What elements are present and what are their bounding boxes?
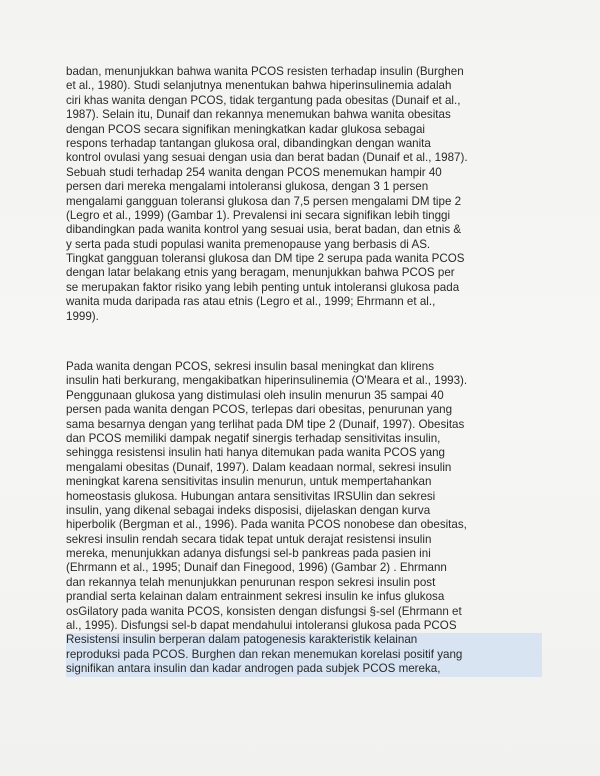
text-line: Sebuah studi terhadap 254 wanita dengan PCOS menemukan hampir 40 [66,165,442,179]
text-line: Tingkat gangguan toleransi glukosa dan DM tipe 2 serupa pada wanita PCOS [66,252,465,266]
text-line: dan PCOS memiliki dampak negatif sinergis terhadap sensitivitas insulin, [66,431,441,445]
text-line: dan rekannya telah menunjukkan penurunan respon sekresi insulin post [66,575,436,589]
text-line: insulin hati berkurang, mengakibatkan hiperinsulinemia (O'Meara et al., 1993). [66,374,468,388]
text-line: mengalami gangguan toleransi glukosa dan 7,5 persen mengalami DM tipe 2 [66,194,462,208]
text-line: sehingga resistensi insulin hati hanya ditemukan pada wanita PCOS yang [66,446,445,460]
paragraph-2 [66,360,542,677]
text-line: wanita muda daripada ras atau etnis (Legro et al., 1999; Ehrmann et al., [66,295,436,309]
text-line: y serta pada studi populasi wanita premenopause yang berbasis di AS. [66,237,431,251]
text-line: sama besarnya dengan yang terlihat pada DM tipe 2 (Dunaif, 1997). Obesitas [66,417,465,431]
text-line: (Ehrmann et al., 1995; Dunaif dan Finegood, 1996) (Gambar 2) . Ehrmann [66,561,447,575]
text-line: 1987). Selain itu, Dunaif dan rekannya menemukan bahwa wanita obesitas [66,108,451,122]
text-line: dengan latar belakang etnis yang beragam, menunjukkan bahwa PCOS per [66,266,455,280]
paragraph-1 [66,65,542,324]
text-line: Pada wanita dengan PCOS, sekresi insulin basal meningkat dan klirens [66,360,434,373]
text-line: sekresi insulin rendah secara tidak tepat untuk derajat resistensi insulin [66,532,432,546]
text-line: (Legro et al., 1999) (Gambar 1). Prevalensi ini secara signifikan lebih tinggi [66,208,451,222]
text-line: respons terhadap tantangan glukosa oral, dibandingkan dengan wanita [66,136,431,150]
text-line: dibandingkan pada wanita kontrol yang sesuai usia, berat badan, dan etnis & [66,223,462,237]
text-line: persen pada wanita dengan PCOS, terlepas dari obesitas, penurunan yang [66,403,453,417]
text-line: signifikan antara insulin dan kadar androgen pada subjek PCOS mereka, [66,662,542,676]
text-line: al., 1995). Disfungsi sel-b dapat mendahului intoleransi glukosa pada PCOS [66,619,457,633]
text-line: kontrol ovulasi yang sesuai dengan usia dan berat badan (Dunaif et al., 1987). [66,151,468,165]
text-line: mengalami obesitas (Dunaif, 1997). Dalam keadaan normal, sekresi insulin [66,460,452,474]
text-line: prandial serta kelainan dalam entrainment sekresi insulin ke infus glukosa [66,590,445,604]
text-line: homeostasis glukosa. Hubungan antara sensitivitas IRSUlin dan sekresi [66,489,436,503]
text-line: osGilatory pada wanita PCOS, konsisten dengan disfungsi §-sel (Ehrmann et [66,604,462,618]
text-line: et al., 1980). Studi selanjutnya menentukan bahwa hiperinsulinemia adalah [66,79,452,93]
text-line: dengan PCOS secara signifikan meningkatkan kadar glukosa sebagai [66,122,425,136]
text-line: insulin, yang dikenal sebagai indeks disposisi, dijelaskan dengan kurva [66,503,431,517]
text-line: se merupakan faktor risiko yang lebih penting untuk intoleransi glukosa pada [66,280,460,294]
text-line: hiperbolik (Bergman et al., 1996). Pada wanita PCOS nonobese dan obesitas, [66,518,467,532]
text-line: badan, menunjukkan bahwa wanita PCOS resisten terhadap insulin (Burghen [66,65,464,78]
text-line: reproduksi pada PCOS. Burghen dan rekan menemukan korelasi positif yang [66,648,542,662]
text-line: 1999). [66,309,99,323]
text-line: Resistensi insulin berperan dalam patogenesis karakteristik kelainan [66,633,542,647]
text-line: mereka, menunjukkan adanya disfungsi sel-b pankreas pada pasien ini [66,547,431,561]
text-line: Penggunaan glukosa yang distimulasi oleh insulin menurun 35 sampai 40 [66,388,444,402]
text-line: persen dari mereka mengalami intoleransi glukosa, dengan 3 1 persen [66,180,429,194]
text-line: meningkat karena sensitivitas insulin menurun, untuk mempertahankan [66,475,432,489]
text-line: ciri khas wanita dengan PCOS, tidak tergantung pada obesitas (Dunaif et al., [66,93,461,107]
